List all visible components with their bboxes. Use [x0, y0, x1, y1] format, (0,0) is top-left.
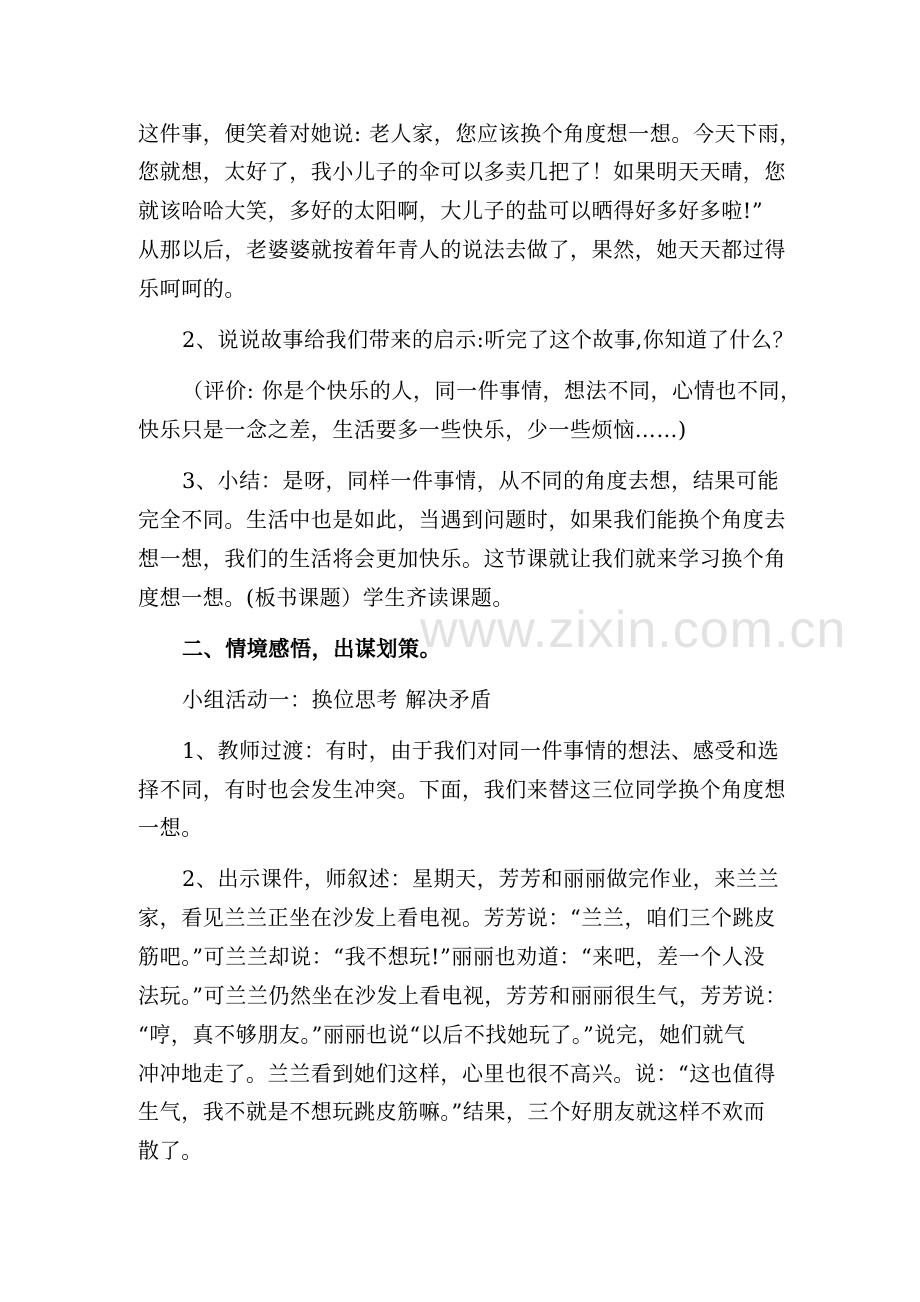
- section-heading: 二、情境感悟，出谋划策。: [182, 637, 442, 661]
- text-line: 散了。: [138, 1139, 203, 1163]
- text-line: 就该哈哈大笑，多好的太阳啊，大儿子的盐可以晒得好多好多啦!”: [138, 199, 764, 223]
- text-line: 小组活动一：换位思考 解决矛盾: [182, 688, 492, 712]
- text-line: 筋吧。”可兰兰却说：“我不想玩!”丽丽也劝道：“来吧，差一个人没: [138, 945, 766, 969]
- text-line: 从那以后，老婆婆就按着年青人的说法去做了，果然，她天天都过得: [138, 238, 786, 262]
- text-line: 快乐只是一念之差，生活要多一些快乐，少一些烦恼……): [138, 418, 687, 442]
- text-line: “哼，真不够朋友。”丽丽也说“以后不找她玩了。”说完，她们就气: [138, 1023, 746, 1047]
- text-line: 这件事，便笑着对她说: 老人家，您应该换个角度想一想。今天下雨，: [138, 122, 801, 146]
- text-line: 1、教师过渡：有时，由于我们对同一件事情的想法、感受和选: [182, 739, 780, 763]
- text-line: 一想。: [138, 816, 203, 840]
- text-line: 您就想，太好了，我小儿子的伞可以多卖几把了！如果明天天晴，您: [138, 160, 786, 184]
- text-line: 乐呵呵的。: [138, 277, 246, 301]
- text-line: 家，看见兰兰正坐在沙发上看电视。芳芳说：“兰兰，咱们三个跳皮: [138, 906, 776, 930]
- text-line: 生气，我不就是不想玩跳皮筋嘛。”结果，三个好朋友就这样不欢而: [138, 1100, 766, 1124]
- text-line: （评价: 你是个快乐的人，同一件事情，想法不同，心情也不同，: [182, 379, 802, 403]
- text-line: 冲冲地走了。兰兰看到她们这样，心里也很不高兴。说：“这也值得: [138, 1062, 776, 1086]
- text-line: 完全不同。生活中也是如此，当遇到问题时，如果我们能换个角度去: [138, 508, 786, 532]
- text-line: 3、小结：是呀，同样一件事情，从不同的角度去想，结果可能: [182, 469, 780, 493]
- text-line: 择不同，有时也会发生冲突。下面，我们来替这三位同学换个角度想: [138, 778, 786, 802]
- text-line: 2、出示课件，师叙述：星期天，芳芳和丽丽做完作业，来兰兰: [182, 867, 780, 891]
- text-line: 法玩。”可兰兰仍然坐在沙发上看电视，芳芳和丽丽很生气，芳芳说：: [138, 984, 787, 1008]
- text-line: 想一想，我们的生活将会更加快乐。这节课就让我们就来学习换个角: [138, 547, 786, 571]
- text-line: 度想一想。(板书课题）学生齐读课题。: [138, 586, 514, 610]
- watermark: www.zixin.com.cn: [420, 601, 847, 659]
- text-line: 2、说说故事给我们带来的启示:听完了这个故事,你知道了什么？: [182, 328, 795, 352]
